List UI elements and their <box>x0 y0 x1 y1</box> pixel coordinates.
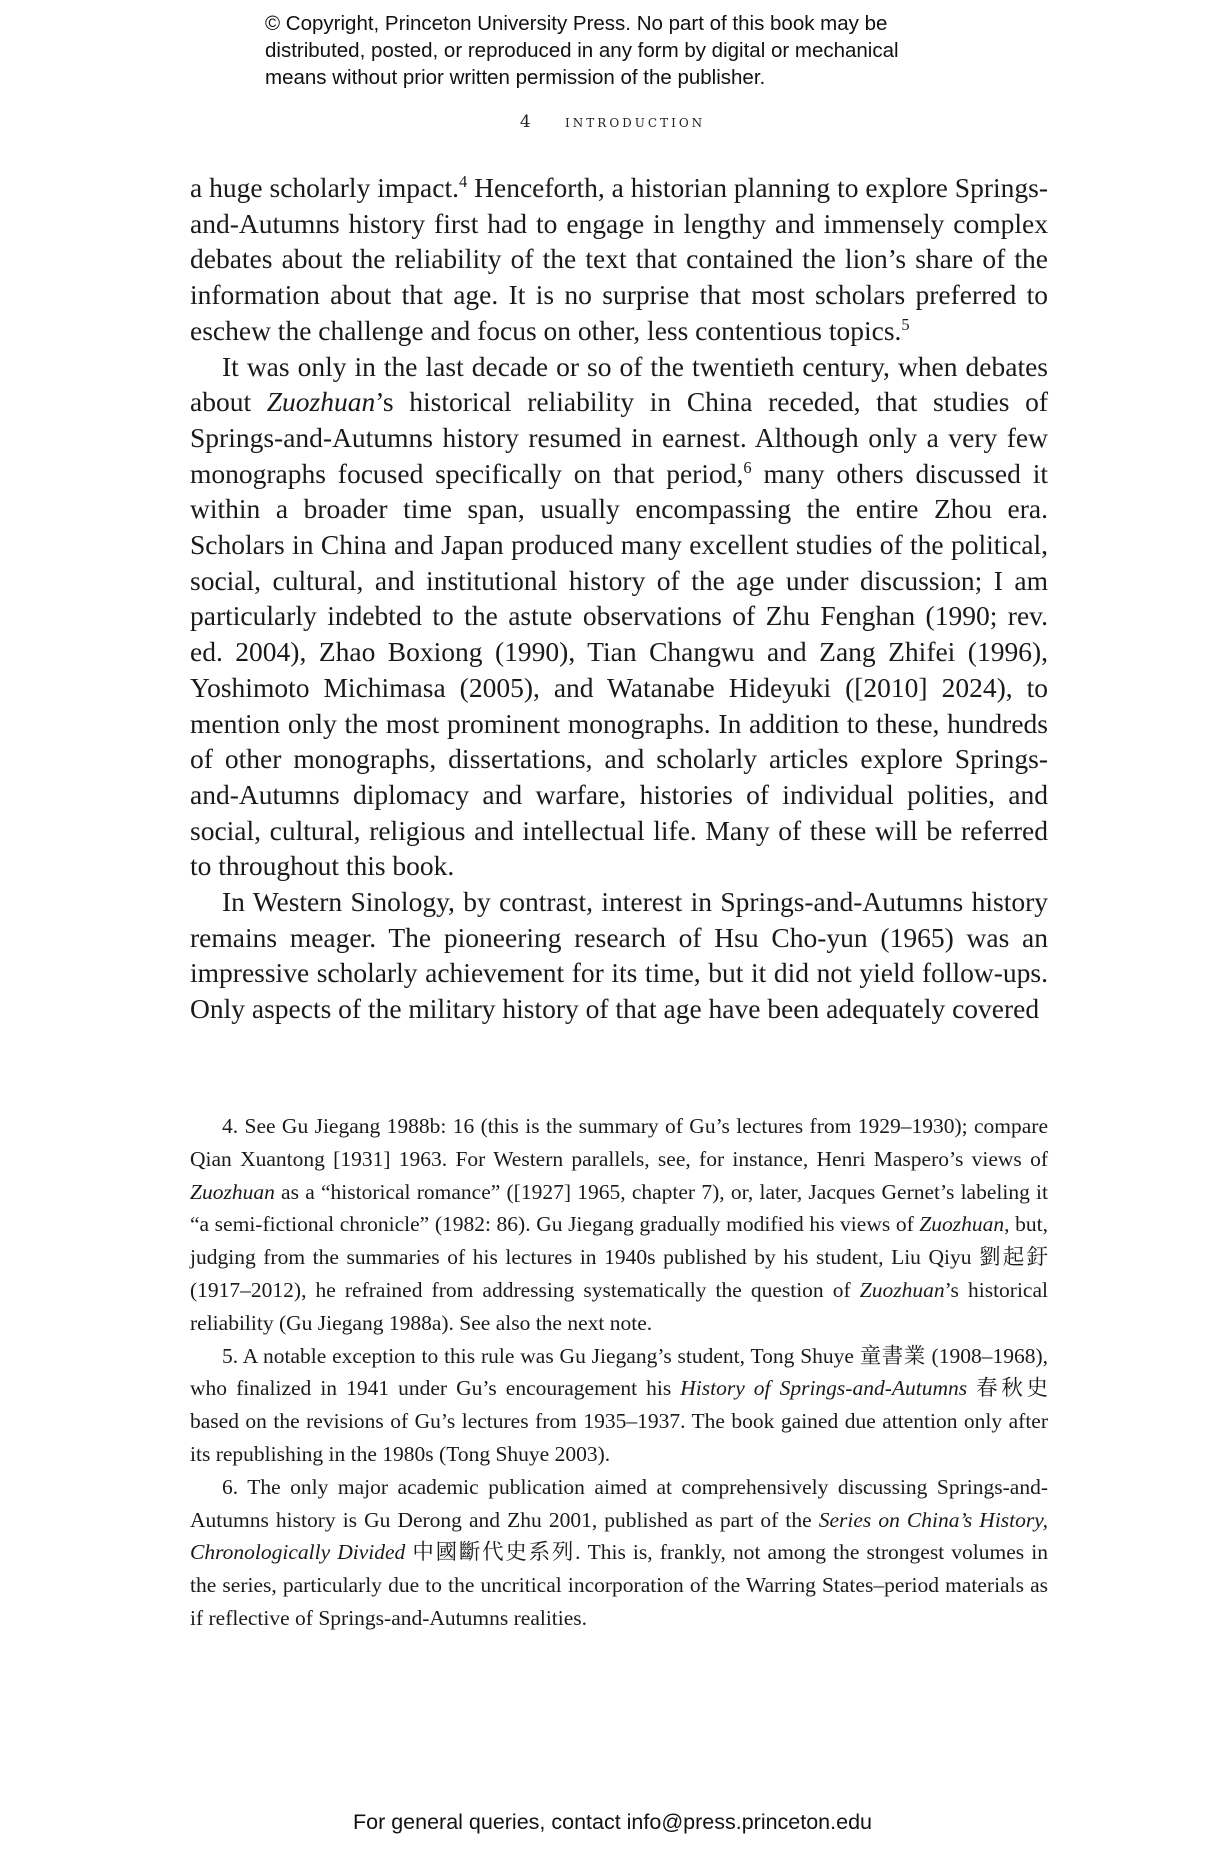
footnote-4 <box>190 1110 1048 1340</box>
text-span: 6. The only major academic publication aimed at comprehensively discussing Springs-and-Autumns history is Gu Derong and Zhu 2001, published as part of the <box>190 1474 1048 1532</box>
footnotes <box>190 1110 1048 1635</box>
copyright-line: distributed, posted, or reproduced in any form by digital or mechanical <box>265 39 899 62</box>
text-span: Henceforth, a historian planning to explore Springs-and-Autumns history first had to engage in lengthy and immensely complex debates about the reliability of the text that contained the lion’s share of the information about that age. It is no surprise that most scholars preferred to eschew the challenge and focus on other, less contentious topics. <box>190 172 1049 346</box>
title-italic: Zuozhuan <box>859 1277 945 1302</box>
text-span: It was only in the last decade or so of the twentieth century, when debates about <box>190 350 1048 418</box>
footnote-6 <box>190 1471 1048 1635</box>
copyright-line: © Copyright, Princeton University Press. No part of this book may be <box>265 12 888 35</box>
text-span: ’s historical reliability (Gu Jiegang 1988a). See also the next note. <box>190 1277 1048 1335</box>
text-span: a huge scholarly impact. <box>190 172 459 203</box>
title-italic: Series on China’s History, Chronologically Divided <box>190 1507 1048 1565</box>
text-span: ’s historical reliability in China receded, that studies of Springs-and-Autumns history resumed in earnest. Although only a very few monographs focused specifically on that period, <box>190 386 1048 489</box>
text-span: 中國斷代史系列. This is, frankly, not among the strongest volumes in the series, particularly due to the uncritical incorporation of the Warring States–period materials as if reflective of Springs-and-Autumns realities. <box>190 1540 1048 1630</box>
title-italic: Zuozhuan <box>919 1212 1005 1237</box>
paragraph-3: In Western Sinology, by contrast, interest in Springs-and-Autumns history remains meager. The pioneering research of Hsu Cho-yun (1965) was an impressive scholarly achievement for its time, but it did not yield follow-ups. Only aspects of the military history of that age have been adequately covered <box>190 886 1048 1025</box>
text-span: many others discussed it within a broader time span, usually encompassing the entire Zhou era. Scholars in China and Japan produced many excellent studies of the political, social, cultural, and institutional history of the age under discussion; I am particularly indebted to the astute observations of Zhu Fenghan (1990; rev. ed. 2004), Zhao Boxiong (1990), Tian Changwu and Zang Zhifei (1996), Yoshimoto Michimasa (2005), and Watanabe Hideyuki ([2010] 2024), to mention only the most prominent monographs. In addition to these, hundreds of other monographs, dissertations, and scholarly articles explore Springs-and-Autumns diplomacy and warfare, histories of individual polities, and social, cultural, religious and intellectual life. Many of these will be referred to throughout this book. <box>190 457 1048 882</box>
section-title: introduction <box>565 112 706 132</box>
paragraph-2 <box>190 349 1048 885</box>
copyright-notice <box>265 10 1025 91</box>
main-text <box>190 170 1048 1027</box>
page-number: 4 <box>519 112 531 132</box>
footnote-ref-4[interactable]: 4 <box>458 171 468 191</box>
text-span: , but, judging from the summaries of his lectures in 1940s published by his student, Liu Qiyu 劉起釪 (1917–2012), he refrained from addressing systematically the question of <box>190 1212 1048 1302</box>
footnote-5 <box>190 1340 1048 1471</box>
title-italic: History of Springs-and-Autumns <box>680 1376 968 1401</box>
title-italic: Zuozhuan <box>190 1179 275 1204</box>
paragraph-1 <box>190 170 1048 349</box>
footnote-ref-6[interactable]: 6 <box>743 457 752 477</box>
copyright-line: means without prior written permission of the publisher. <box>265 66 766 89</box>
text-span: 5. A notable exception to this rule was Gu Jiegang’s student, Tong Shuye 童書業 (1908–1968), who finalized in 1941 under Gu’s encouragement his <box>190 1343 1048 1401</box>
text-span: 4. See Gu Jiegang 1988b: 16 (this is the summary of Gu’s lectures from 1929–1930); compare Qian Xuantong [1931] 1963. For Western parallels, see, for instance, Henri Maspero’s views of <box>190 1114 1048 1171</box>
footnote-ref-5[interactable]: 5 <box>901 314 910 334</box>
text-span: as a “historical romance” ([1927] 1965, chapter 7), or, later, Jacques Gernet’s labeling it “a semi-fictional chronicle” (1982: 86). Gu Jiegang gradually modified his views of <box>190 1179 1048 1237</box>
running-head <box>0 112 1225 132</box>
text-span: 春秋史 based on the revisions of Gu’s lectures from 1935–1937. The book gained due attention only after its republishing in the 1980s (Tong Shuye 2003). <box>190 1376 1048 1466</box>
title-italic: Zuozhuan <box>266 386 376 418</box>
contact-footer: For general queries, contact info@press.princeton.edu <box>352 1810 872 1834</box>
